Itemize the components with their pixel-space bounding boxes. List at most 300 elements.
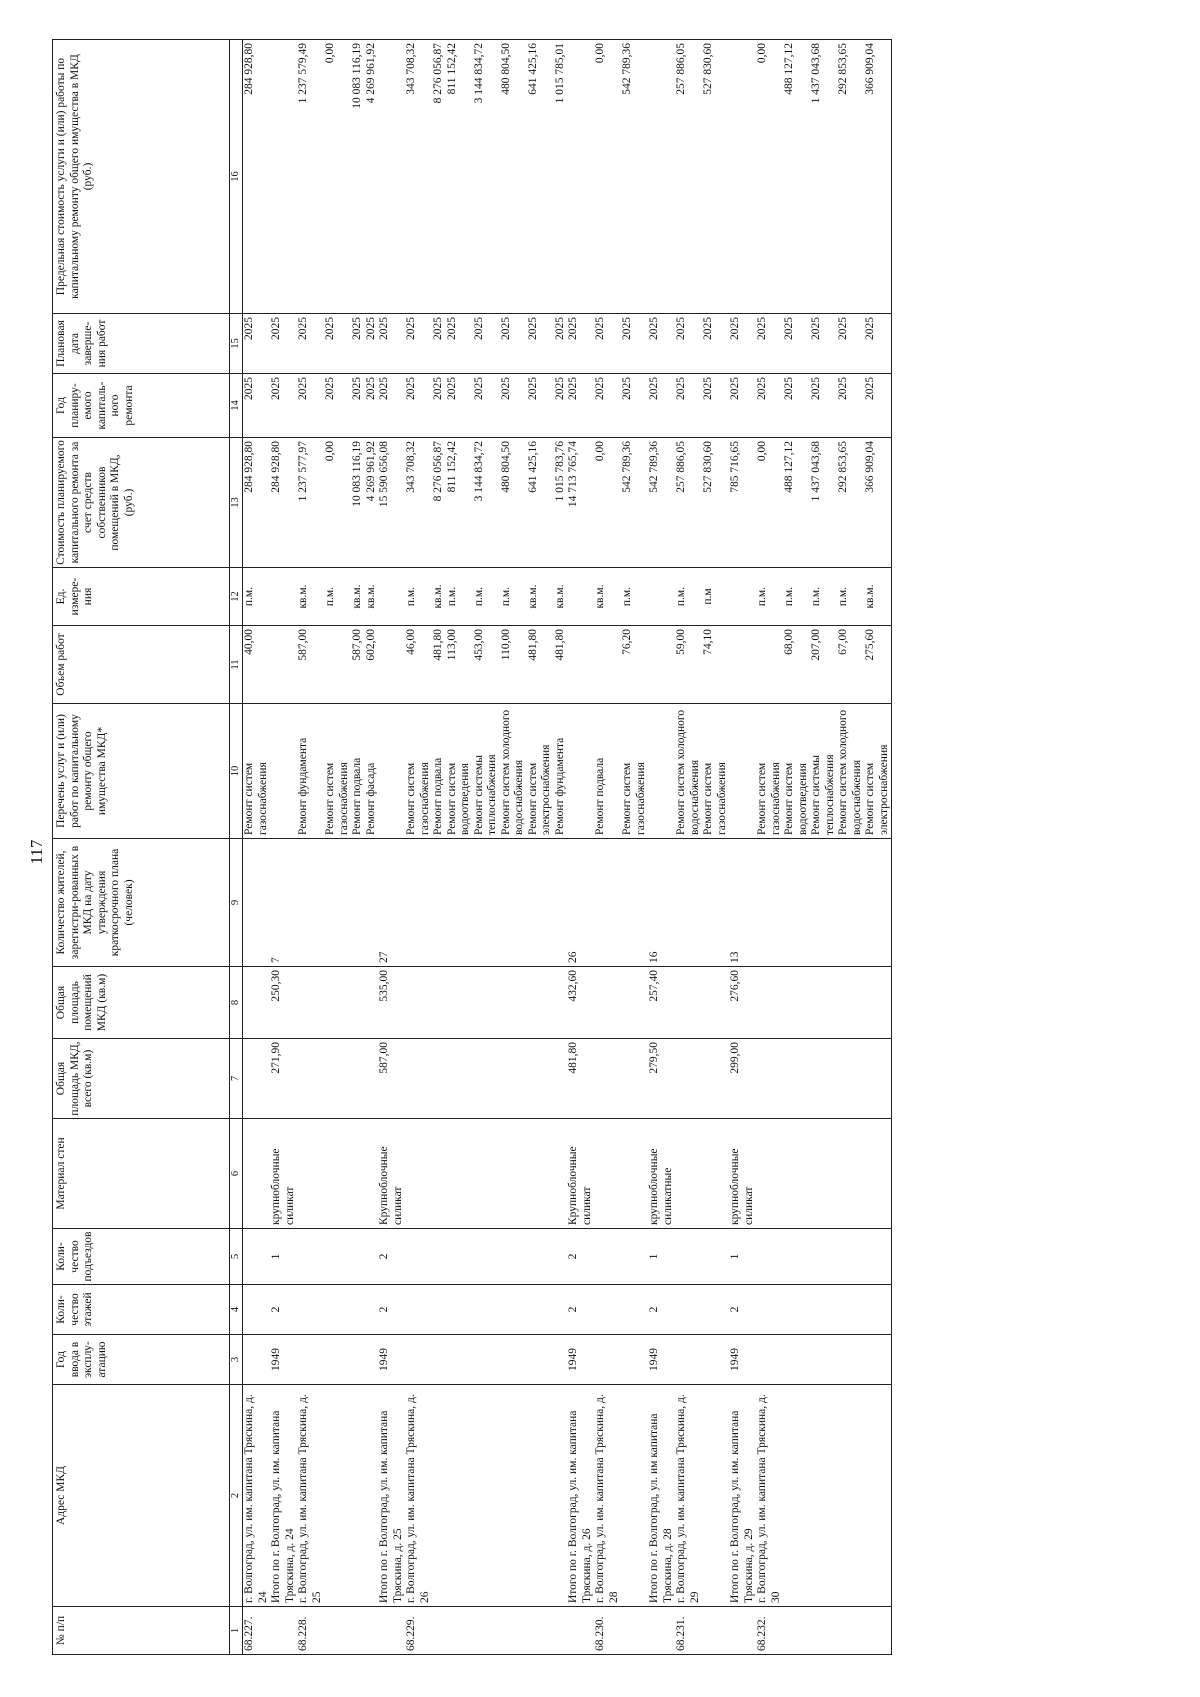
table-row	[729, 40, 756, 1655]
column-header-14: Год планиру-емого капиталь-ного ремонта	[53, 374, 230, 438]
cell-col-15: 2025	[365, 314, 379, 374]
cell-col-16: 284 928,80	[243, 40, 271, 314]
cell-col-9	[432, 839, 446, 967]
cell-col-12: п.м.	[473, 568, 500, 626]
column-header-8: Общая площадь помещений МКД (кв.м)	[53, 967, 230, 1039]
cell-col-7	[554, 1039, 568, 1119]
cell-col-3: 1949	[729, 1335, 756, 1385]
cell-col-3	[500, 1335, 527, 1385]
cell-col-2	[324, 1385, 351, 1607]
table-row	[432, 40, 446, 1655]
cell-col-12	[270, 568, 297, 626]
column-header-7: Общая площадь МКД, всего (кв.м)	[53, 1039, 230, 1119]
cell-col-5	[621, 1229, 648, 1285]
cell-col-3	[446, 1335, 473, 1385]
header-row	[53, 40, 230, 1655]
cell-col-11: 481,80	[554, 626, 568, 704]
table-row	[527, 40, 554, 1655]
cell-col-10	[567, 704, 594, 839]
cell-col-16: 0,00	[594, 40, 621, 314]
cell-col-13: 785 716,65	[729, 438, 756, 568]
cell-col-9	[324, 839, 351, 967]
cell-col-12	[648, 568, 675, 626]
table-row	[554, 40, 568, 1655]
column-number-15: 15	[230, 314, 243, 374]
cell-col-1	[473, 1607, 500, 1655]
cell-col-6	[810, 1119, 837, 1229]
cell-col-15: 2025	[783, 314, 810, 374]
cell-col-8	[594, 967, 621, 1039]
cell-col-5	[783, 1229, 810, 1285]
column-header-5: Коли-чество подъездов	[53, 1229, 230, 1285]
cell-col-4: 2	[378, 1285, 405, 1335]
cell-col-10: Ремонт систем холодного водоснабжения	[500, 704, 527, 839]
cell-col-7	[783, 1039, 810, 1119]
column-header-3: Год ввода в эксплу-атацию	[53, 1335, 230, 1385]
cell-col-15: 2025	[837, 314, 864, 374]
cell-col-14: 2025	[500, 374, 527, 438]
cell-col-14: 2025	[365, 374, 379, 438]
cell-col-10: Ремонт фасада	[365, 704, 379, 839]
cell-col-10: Ремонт систем газоснабжения	[621, 704, 648, 839]
cell-col-4	[783, 1285, 810, 1335]
cell-col-12	[567, 568, 594, 626]
cell-col-13: 480 804,50	[500, 438, 527, 568]
cell-col-9	[864, 839, 892, 967]
cell-col-5	[594, 1229, 621, 1285]
cell-col-8	[837, 967, 864, 1039]
cell-col-9	[365, 839, 379, 967]
cell-col-9	[527, 839, 554, 967]
cell-col-3	[864, 1335, 892, 1385]
cell-col-5	[810, 1229, 837, 1285]
cell-col-7: 587,00	[378, 1039, 405, 1119]
cell-col-4	[432, 1285, 446, 1335]
table-row	[567, 40, 594, 1655]
cell-col-10: Ремонт систем водоотведения	[446, 704, 473, 839]
cell-col-1	[351, 1607, 365, 1655]
cell-col-13: 542 789,36	[621, 438, 648, 568]
cell-col-9	[473, 839, 500, 967]
cell-col-13: 542 789,36	[648, 438, 675, 568]
cell-col-7	[810, 1039, 837, 1119]
cell-col-8	[446, 967, 473, 1039]
cell-col-16: 8 276 056,87	[432, 40, 446, 314]
cell-col-4	[351, 1285, 365, 1335]
cell-col-9	[702, 839, 729, 967]
cell-col-7	[756, 1039, 783, 1119]
cell-col-14: 2025	[432, 374, 446, 438]
column-number-1: 1	[230, 1607, 243, 1655]
cell-col-14: 2025	[446, 374, 473, 438]
cell-col-8	[432, 967, 446, 1039]
cell-col-10: Ремонт подвала	[432, 704, 446, 839]
cell-col-5	[554, 1229, 568, 1285]
cell-col-14: 2025	[621, 374, 648, 438]
cell-col-16: 4 269 961,92	[365, 40, 379, 314]
cell-col-10: Ремонт системы теплоснабжения	[810, 704, 837, 839]
cell-col-6	[324, 1119, 351, 1229]
cell-col-15: 2025	[675, 314, 702, 374]
cell-col-15: 2025	[405, 314, 432, 374]
cell-col-14: 2025	[594, 374, 621, 438]
cell-col-11	[324, 626, 351, 704]
cell-col-4	[810, 1285, 837, 1335]
cell-col-4: 2	[270, 1285, 297, 1335]
cell-col-10: Ремонт систем газоснабжения	[243, 704, 271, 839]
table-row	[365, 40, 379, 1655]
cell-col-4	[621, 1285, 648, 1335]
cell-col-15: 2025	[473, 314, 500, 374]
cell-col-1	[527, 1607, 554, 1655]
table-row	[702, 40, 729, 1655]
cell-col-1: 68.231.	[675, 1607, 702, 1655]
cell-col-15: 2025	[351, 314, 365, 374]
cell-col-5: 1	[729, 1229, 756, 1285]
cell-col-13: 14 713 765,74	[567, 438, 594, 568]
column-header-4: Коли-чество этажей	[53, 1285, 230, 1335]
cell-col-6	[527, 1119, 554, 1229]
cell-col-5: 1	[270, 1229, 297, 1285]
cell-col-13: 4 269 961,92	[365, 438, 379, 568]
column-number-8: 8	[230, 967, 243, 1039]
cell-col-1	[648, 1607, 675, 1655]
table-row	[621, 40, 648, 1655]
cell-col-10: Ремонт систем газоснабжения	[702, 704, 729, 839]
cell-col-11: 481,80	[432, 626, 446, 704]
cell-col-6	[365, 1119, 379, 1229]
table-row	[756, 40, 783, 1655]
cell-col-4	[405, 1285, 432, 1335]
cell-col-11: 602,00	[365, 626, 379, 704]
cell-col-10: Ремонт подвала	[594, 704, 621, 839]
cell-col-9	[446, 839, 473, 967]
cell-col-9	[351, 839, 365, 967]
table-row	[297, 40, 324, 1655]
cell-col-11: 40,00	[243, 626, 271, 704]
cell-col-16	[270, 40, 297, 314]
cell-col-10: Ремонт системы теплоснабжения	[473, 704, 500, 839]
cell-col-1: 68.227.	[243, 1607, 271, 1655]
cell-col-15: 2025	[702, 314, 729, 374]
column-header-10: Перечень услуг и (или) работ по капитальному ремонту общего имущества МКД*	[53, 704, 230, 839]
cell-col-6	[554, 1119, 568, 1229]
cell-col-16: 480 804,50	[500, 40, 527, 314]
cell-col-2: Итого по г. Волгоград, ул. им. капитана Тряскина, д. 29	[729, 1385, 756, 1607]
cell-col-11	[567, 626, 594, 704]
cell-col-1	[567, 1607, 594, 1655]
cell-col-3: 1949	[378, 1335, 405, 1385]
cell-col-1	[324, 1607, 351, 1655]
cell-col-13: 257 886,05	[675, 438, 702, 568]
cell-col-15: 2025	[594, 314, 621, 374]
cell-col-8	[554, 967, 568, 1039]
cell-col-4	[837, 1285, 864, 1335]
cell-col-10	[378, 704, 405, 839]
cell-col-14: 2025	[648, 374, 675, 438]
cell-col-14: 2025	[837, 374, 864, 438]
cell-col-14: 2025	[378, 374, 405, 438]
column-number-3: 3	[230, 1335, 243, 1385]
cell-col-9: 26	[567, 839, 594, 967]
cell-col-16: 0,00	[756, 40, 783, 314]
cell-col-8	[783, 967, 810, 1039]
cell-col-6	[297, 1119, 324, 1229]
cell-col-16: 527 830,60	[702, 40, 729, 314]
cell-col-10: Ремонт систем холодного водоснабжения	[675, 704, 702, 839]
column-number-4: 4	[230, 1285, 243, 1335]
cell-col-16: 292 853,65	[837, 40, 864, 314]
cell-col-12: кв.м.	[527, 568, 554, 626]
cell-col-10: Ремонт подвала	[351, 704, 365, 839]
cell-col-15: 2025	[270, 314, 297, 374]
cell-col-5	[527, 1229, 554, 1285]
cell-col-9	[621, 839, 648, 967]
cell-col-15: 2025	[500, 314, 527, 374]
cell-col-15: 2025	[554, 314, 568, 374]
cell-col-1	[783, 1607, 810, 1655]
cell-col-13: 1 015 783,76	[554, 438, 568, 568]
cell-col-8	[621, 967, 648, 1039]
table-row	[648, 40, 675, 1655]
cell-col-9	[837, 839, 864, 967]
cell-col-15: 2025	[378, 314, 405, 374]
column-header-1: № п/п	[53, 1607, 230, 1655]
cell-col-7	[365, 1039, 379, 1119]
table-row	[810, 40, 837, 1655]
cell-col-7: 299,00	[729, 1039, 756, 1119]
cell-col-10	[270, 704, 297, 839]
cell-col-14: 2025	[473, 374, 500, 438]
cell-col-3	[702, 1335, 729, 1385]
cell-col-1	[500, 1607, 527, 1655]
page-number: 117	[27, 839, 46, 865]
cell-col-14: 2025	[756, 374, 783, 438]
cell-col-2: г. Волгоград, ул. им. капитана Тряскина, д. 29	[675, 1385, 702, 1607]
cell-col-7: 279,50	[648, 1039, 675, 1119]
cell-col-9: 7	[270, 839, 297, 967]
cell-col-3	[297, 1335, 324, 1385]
cell-col-7	[351, 1039, 365, 1119]
cell-col-7	[473, 1039, 500, 1119]
cell-col-14: 2025	[527, 374, 554, 438]
table-row	[243, 40, 271, 1655]
cell-col-2	[473, 1385, 500, 1607]
cell-col-15: 2025	[648, 314, 675, 374]
cell-col-6	[756, 1119, 783, 1229]
rotated-table-container	[52, 40, 1147, 1655]
cell-col-14: 2025	[351, 374, 365, 438]
cell-col-16: 1 237 579,49	[297, 40, 324, 314]
cell-col-8	[756, 967, 783, 1039]
cell-col-5	[243, 1229, 271, 1285]
cell-col-2: г. Волгоград, ул. им. капитана Тряскина, д. 24	[243, 1385, 271, 1607]
cell-col-1: 68.228.	[297, 1607, 324, 1655]
cell-col-11: 59,00	[675, 626, 702, 704]
cell-col-5: 1	[648, 1229, 675, 1285]
cell-col-14: 2025	[675, 374, 702, 438]
cell-col-1	[270, 1607, 297, 1655]
cell-col-9	[554, 839, 568, 967]
column-number-row	[230, 40, 243, 1655]
cell-col-11	[594, 626, 621, 704]
cell-col-16: 1 015 785,01	[554, 40, 568, 314]
cell-col-10	[648, 704, 675, 839]
cell-col-8: 535,00	[378, 967, 405, 1039]
cell-col-2: Итого по г. Волгоград, ул. им капитана Тряскина, д. 28	[648, 1385, 675, 1607]
cell-col-12: п.м.	[243, 568, 271, 626]
repair-plan-table	[52, 39, 892, 1655]
cell-col-1	[810, 1607, 837, 1655]
cell-col-4	[527, 1285, 554, 1335]
cell-col-10: Ремонт систем электроснабжения	[864, 704, 892, 839]
cell-col-10: Ремонт систем газоснабжения	[756, 704, 783, 839]
cell-col-6: крупноблочные силикатные	[648, 1119, 675, 1229]
column-number-10: 10	[230, 704, 243, 839]
cell-col-8	[864, 967, 892, 1039]
cell-col-13: 1 237 577,97	[297, 438, 324, 568]
cell-col-16: 641 425,16	[527, 40, 554, 314]
cell-col-14: 2025	[324, 374, 351, 438]
cell-col-12: кв.м.	[351, 568, 365, 626]
column-number-6: 6	[230, 1119, 243, 1229]
cell-col-12: п.м.	[783, 568, 810, 626]
cell-col-9	[810, 839, 837, 967]
cell-col-8	[527, 967, 554, 1039]
cell-col-12: п.м.	[621, 568, 648, 626]
cell-col-6	[243, 1119, 271, 1229]
cell-col-13: 0,00	[756, 438, 783, 568]
cell-col-6	[864, 1119, 892, 1229]
cell-col-9	[243, 839, 271, 967]
cell-col-5	[675, 1229, 702, 1285]
cell-col-7	[837, 1039, 864, 1119]
cell-col-4	[864, 1285, 892, 1335]
cell-col-5	[446, 1229, 473, 1285]
cell-col-6	[837, 1119, 864, 1229]
cell-col-3	[324, 1335, 351, 1385]
column-number-9: 9	[230, 839, 243, 967]
cell-col-11: 46,00	[405, 626, 432, 704]
cell-col-5	[756, 1229, 783, 1285]
cell-col-13: 15 590 656,08	[378, 438, 405, 568]
cell-col-2	[351, 1385, 365, 1607]
cell-col-12	[378, 568, 405, 626]
cell-col-14: 2025	[554, 374, 568, 438]
cell-col-5	[432, 1229, 446, 1285]
cell-col-14: 2025	[297, 374, 324, 438]
cell-col-7	[621, 1039, 648, 1119]
cell-col-3	[473, 1335, 500, 1385]
cell-col-10: Ремонт систем газоснабжения	[324, 704, 351, 839]
cell-col-7	[864, 1039, 892, 1119]
cell-col-11: 76,20	[621, 626, 648, 704]
table-row	[783, 40, 810, 1655]
cell-col-8	[702, 967, 729, 1039]
cell-col-16: 343 708,32	[405, 40, 432, 314]
cell-col-2: г. Волгоград, ул. им. капитана Тряскина, д. 25	[297, 1385, 324, 1607]
cell-col-4	[500, 1285, 527, 1335]
cell-col-5	[297, 1229, 324, 1285]
cell-col-11: 113,00	[446, 626, 473, 704]
column-number-5: 5	[230, 1229, 243, 1285]
column-number-14: 14	[230, 374, 243, 438]
cell-col-4	[243, 1285, 271, 1335]
cell-col-11	[270, 626, 297, 704]
cell-col-6	[405, 1119, 432, 1229]
cell-col-13: 488 127,12	[783, 438, 810, 568]
cell-col-15: 2025	[297, 314, 324, 374]
cell-col-7	[702, 1039, 729, 1119]
cell-col-8	[675, 967, 702, 1039]
cell-col-16: 811 152,42	[446, 40, 473, 314]
cell-col-5	[864, 1229, 892, 1285]
cell-col-13: 0,00	[324, 438, 351, 568]
cell-col-3	[351, 1335, 365, 1385]
cell-col-11: 207,00	[810, 626, 837, 704]
cell-col-16: 0,00	[324, 40, 351, 314]
cell-col-10: Ремонт систем холодного водоснабжения	[837, 704, 864, 839]
cell-col-1: 68.229.	[405, 1607, 432, 1655]
cell-col-9	[405, 839, 432, 967]
cell-col-16: 542 789,36	[621, 40, 648, 314]
cell-col-16	[378, 40, 405, 314]
cell-col-1	[432, 1607, 446, 1655]
cell-col-1	[702, 1607, 729, 1655]
column-number-2: 2	[230, 1385, 243, 1607]
cell-col-11: 587,00	[297, 626, 324, 704]
cell-col-6	[594, 1119, 621, 1229]
cell-col-14: 2025	[729, 374, 756, 438]
table-row	[378, 40, 405, 1655]
cell-col-10: Ремонт систем водоотведения	[783, 704, 810, 839]
cell-col-16	[648, 40, 675, 314]
cell-col-11: 110,00	[500, 626, 527, 704]
cell-col-6	[702, 1119, 729, 1229]
cell-col-13: 343 708,32	[405, 438, 432, 568]
cell-col-5	[837, 1229, 864, 1285]
cell-col-5	[473, 1229, 500, 1285]
cell-col-3	[837, 1335, 864, 1385]
cell-col-16: 257 886,05	[675, 40, 702, 314]
cell-col-1	[446, 1607, 473, 1655]
cell-col-12: п.м.	[500, 568, 527, 626]
cell-col-6: Крупноблочные силикат	[378, 1119, 405, 1229]
cell-col-12: п.м.	[446, 568, 473, 626]
cell-col-12: п.м.	[324, 568, 351, 626]
cell-col-15: 2025	[567, 314, 594, 374]
cell-col-12: кв.м.	[554, 568, 568, 626]
cell-col-16	[567, 40, 594, 314]
cell-col-1	[837, 1607, 864, 1655]
cell-col-15: 2025	[324, 314, 351, 374]
cell-col-5	[405, 1229, 432, 1285]
cell-col-12: п.м.	[405, 568, 432, 626]
cell-col-13: 284 928,80	[270, 438, 297, 568]
cell-col-4	[554, 1285, 568, 1335]
cell-col-2	[837, 1385, 864, 1607]
cell-col-13: 284 928,80	[243, 438, 271, 568]
cell-col-13: 0,00	[594, 438, 621, 568]
cell-col-11: 67,00	[837, 626, 864, 704]
cell-col-10: Ремонт систем газоснабжения	[405, 704, 432, 839]
cell-col-3: 1949	[648, 1335, 675, 1385]
cell-col-8: 432,60	[567, 967, 594, 1039]
cell-col-13: 366 909,04	[864, 438, 892, 568]
cell-col-4	[594, 1285, 621, 1335]
cell-col-7	[594, 1039, 621, 1119]
cell-col-2	[365, 1385, 379, 1607]
